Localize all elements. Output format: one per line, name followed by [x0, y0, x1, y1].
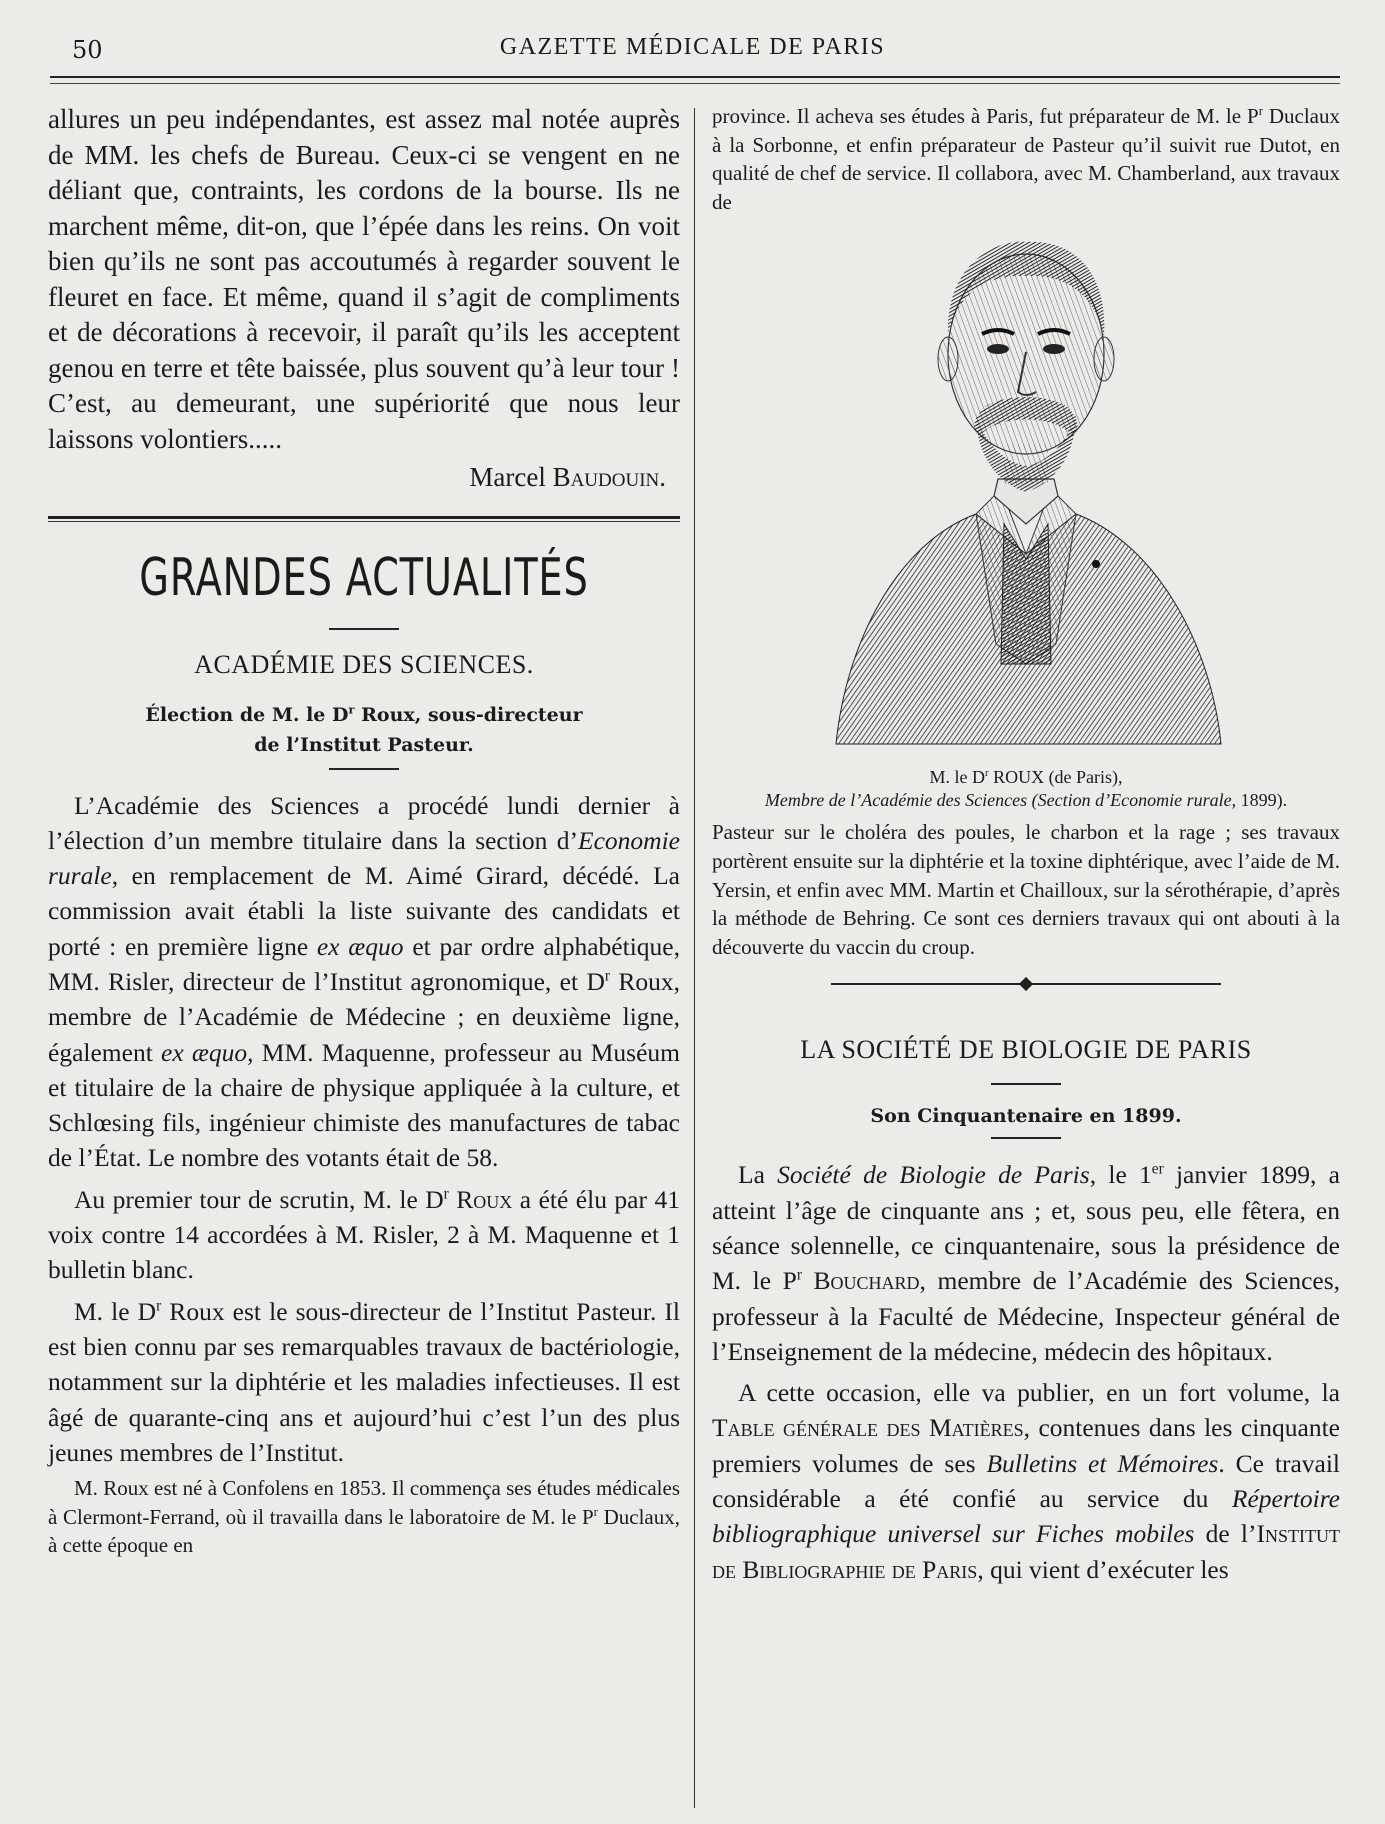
article-paragraph [48, 788, 680, 1176]
text-run: janvier 1899, a atteint l’âge de cinquante ans ; et, sous peu, elle fêtera, en séance solennelle, ce cinquantenaire, sous la présidence de M. le P [712, 1160, 1340, 1296]
subtitle-part: Roux, sous-directeur [354, 703, 583, 726]
caption-text: M. le D [929, 767, 985, 788]
continued-text [712, 102, 1340, 216]
text-run: , qui vient d’exécuter les [977, 1554, 1229, 1584]
text-run: Duclaux, à cette époque en [48, 1504, 680, 1558]
text-italic: Bulletins et Mémoires [986, 1448, 1219, 1478]
ornament-rule [831, 977, 1221, 991]
continued-paragraph: allures un peu indépendantes, est assez mal notée auprès de MM. les chefs de Bureau. Ceux-ci se vengent en ne déliant que, contraints, les cordons de la bourse. Ils ne marchent même, dit-on, que l’épée dans les reins. On voit bien qu’ils ne sont pas accoutumés à regarder souvent le fleuret en face. Et même, quand il s’agit de compliments et de décorations à recevoir, il paraît qu’ils les acceptent genou en terre et tête baissée, plus souvent qu’à leur tour ! C’est, au demeurant, une supériorité que nous leur laissons volontiers..... [48, 104, 680, 454]
text-sup: r [593, 1504, 598, 1519]
article-subtitle [48, 700, 680, 760]
signature-first: Marcel [469, 462, 546, 492]
text-italic: Economie rurale [48, 825, 680, 891]
text-run: MM. Maquenne, professeur au Muséum et titulaire de la chaire de physique appliquée à la culture, et Schlœsing fils, ingénieur chimiste des manufactures de tabac de l’État. Le nombre des votants était de 58. [48, 1037, 680, 1173]
subtitle-rule [991, 1137, 1061, 1139]
column-divider [694, 108, 695, 1808]
diamond-icon [1019, 977, 1033, 991]
right-column [712, 102, 1340, 1587]
text-run: , contenues dans les cinquante premiers volumes de ses [712, 1413, 1341, 1478]
page-number: 50 [72, 36, 103, 64]
subtitle-rule [329, 768, 399, 770]
subtitle-part: Élection de M. le D [145, 703, 349, 726]
text-run: M. le D [74, 1296, 157, 1326]
text-smallcaps: Bouchard [801, 1266, 920, 1296]
text-run: , en remplacement de M. Aimé Girard, décédé. La commission avait établi la liste suivante des candidats et porté : en première ligne [48, 861, 680, 961]
text-run: M. Roux est né à Confolens en 1853. Il commença ses études médicales à Clermont-Ferrand, où il travailla dans le laboratoire de M. le P [48, 1476, 680, 1529]
text-italic: Société de Biologie de Paris [777, 1160, 1090, 1190]
big-title: GRANDES ACTUALITÉS [139, 547, 589, 608]
text-run: , membre de l’Académie des Sciences, professeur à la Faculté de Médecine, Inspecteur général de l’Enseignement de la médecine, médecin des hôpitaux. [712, 1266, 1340, 1366]
text-run: . Ce travail considérable a été confié au service du [712, 1448, 1340, 1514]
text-run: Roux est le sous-directeur de l’Institut Pasteur. Il est bien connu par ses remarquables travaux de bactériologie, notamment sur la diphtérie et les maladies infectieuses. Il est âgé de quarante-cinq ans et aujourd’hui c’est l’un des plus jeunes membres de l’Institut. [48, 1296, 680, 1467]
article-paragraph [712, 1157, 1340, 1369]
text-run: L’Académie des Sciences a procédé lundi dernier à l’élection d’un membre titulaire dans la section d’ [48, 790, 680, 855]
text-run: , le 1 [1089, 1160, 1152, 1190]
left-column [48, 102, 680, 1560]
caption-text: 1899). [1236, 790, 1288, 811]
text-sup: r [796, 1266, 802, 1284]
text-run: Duclaux à la Sorbonne, et enfin préparateur de Pasteur qu’il suivit rue Dutot, en qualité de chef de service. Il collabora, avec M. Chamberland, aux travaux de [712, 104, 1340, 214]
text-run: de l’ [1194, 1519, 1257, 1549]
text-run: et par ordre alphabétique, MM. Risler, directeur de l’Institut agronomique, et D [48, 931, 680, 996]
signature-last: Baudouin. [552, 462, 666, 492]
section-title: ACADÉMIE DES SCIENCES. [194, 649, 534, 679]
text-sup: r [604, 967, 610, 985]
text-run: A cette occasion, elle va publier, en un fort volume, la [738, 1378, 1340, 1408]
title-rule [991, 1083, 1061, 1085]
text-italic: ex æquo [316, 931, 404, 961]
title-rule [329, 628, 399, 630]
article-paragraph [712, 1375, 1340, 1587]
portrait-engraving-icon [826, 224, 1226, 764]
text-smallcaps: Table générale des Matières [712, 1413, 1024, 1443]
continued-text: Pasteur sur le choléra des poules, le charbon et la rage ; ses travaux portèrent ensuite sur la diphtérie et la toxine diphtérique, avec l’aide de M. Yersin, et enfin avec MM. Martin et Chailloux, sur la sérothérapie, d’après la méthode de Behring. Ce sont ces derniers travaux qui ont abouti à la découverte du vaccin du croup. [712, 820, 1340, 959]
section-title: LA SOCIÉTÉ DE BIOLOGIE DE PARIS [800, 1035, 1252, 1065]
text-smallcaps: Institut de Bibliographie de Paris [712, 1519, 1340, 1584]
text-sup: r [1258, 104, 1263, 118]
article-note [48, 1474, 680, 1560]
subtitle-line2: de l’Institut Pasteur. [254, 733, 474, 756]
article-subtitle: Son Cinquantenaire en 1899. [870, 1105, 1182, 1128]
portrait-caption [712, 766, 1340, 812]
caption-italic: Membre de l’Académie des Sciences (Section d’Economie rurale, [764, 790, 1237, 811]
text-run: a été élu par 41 voix contre 14 accordées à M. Risler, 2 à M. Maquenne et 1 bulletin blanc. [48, 1184, 680, 1285]
section-rule [48, 516, 680, 522]
subtitle-sup: r [348, 702, 355, 717]
text-italic: Répertoire bibliographique universel sur Fiches mobiles [712, 1484, 1340, 1549]
text-italic: ex æquo, [161, 1037, 254, 1067]
text-run: Au premier tour de scrutin, M. le D [74, 1184, 444, 1214]
caption-text: ROUX (de Paris), [988, 767, 1123, 788]
article-paragraph [48, 1294, 680, 1470]
text-sup: r [156, 1297, 162, 1315]
header-rule [50, 76, 1340, 84]
text-run: Roux, membre de l’Académie de Médecine ; en deuxième ligne, également [48, 966, 680, 1067]
text-sup: r [443, 1185, 449, 1203]
article-paragraph [48, 1182, 680, 1288]
caption-sup: r [984, 767, 989, 780]
signature [48, 460, 680, 496]
text-smallcaps: Roux [448, 1184, 513, 1214]
text-run: La [738, 1160, 778, 1190]
text-sup: er [1151, 1160, 1164, 1178]
text-run: province. Il acheva ses études à Paris, fut préparateur de M. le P [712, 104, 1259, 128]
running-title: GAZETTE MÉDICALE DE PARIS [499, 34, 886, 60]
